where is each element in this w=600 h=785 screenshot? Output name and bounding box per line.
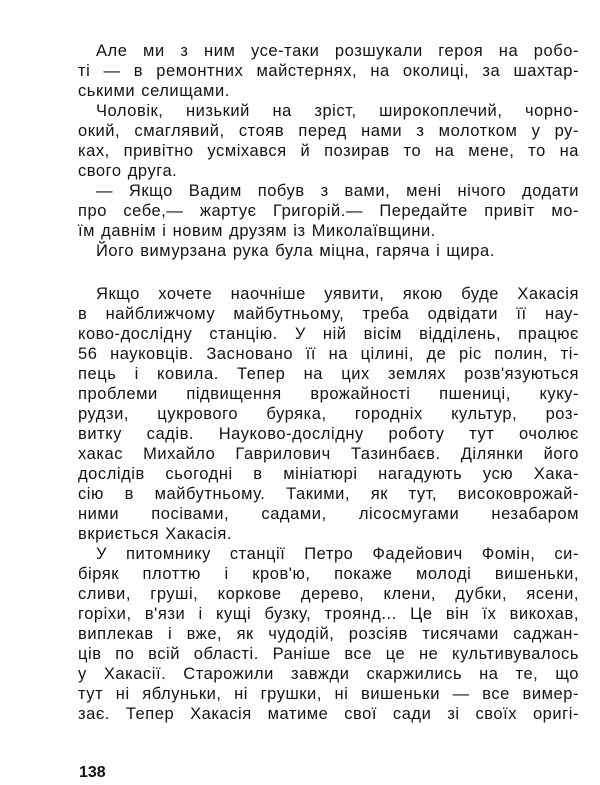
text-line: витку садів. Науково-дослідну роботу тут очолює (78, 425, 579, 443)
text-line: у Хакасії. Старожили завжди скаржились на те, що (78, 665, 579, 683)
text-line: Якщо хочете наочніше уявити, якою буде Хакасія (96, 285, 579, 303)
text-line: ті — в ремонтних майстернях, на околиці, за шахтар- (78, 62, 579, 80)
text-line: ними посівами, садами, лісосмугами незабаром (78, 505, 579, 523)
text-line: хакас Михайло Гаврилович Тазинбаєв. Ділянки його (78, 445, 579, 463)
paragraph (78, 101, 579, 181)
text-line: горіхи, в'язи і кущі бузку, троянд... Це він їх викохав, (78, 605, 579, 623)
text-line: — Якщо Вадим побув з вами, мені нічого додати (96, 182, 579, 200)
text-line: тут ні яблуньки, ні грушки, ні вишеньки — все вимер- (78, 685, 579, 703)
text-line: пець і ковила. Тепер на цих землях розв'язуються (78, 365, 579, 383)
text-line: рудзи, цукрового буряка, городніх культур, роз- (78, 405, 579, 423)
text-line: Чоловік, низький на зріст, широкоплечий, чорно- (96, 102, 579, 120)
text-line: ців по всій області. Раніше все це не культивувалось (78, 645, 579, 663)
paragraph (78, 241, 579, 261)
text-line: Його вимурзана рука була міцна, гаряча і щира. (96, 242, 495, 260)
paragraph (78, 284, 579, 544)
text-line: окий, смаглявий, стояв перед нами з молотком у ру- (78, 122, 579, 140)
text-line: в найближчому майбутньому, треба одвідати її нау- (78, 305, 579, 323)
text-line: виплекав і вже, як чудодій, розсіяв тисячами саджан- (78, 625, 579, 643)
book-page-text (78, 41, 579, 724)
paragraph (78, 544, 579, 724)
text-line: зає. Тепер Хакасія матиме свої сади зі своїх оригі- (78, 705, 579, 723)
text-line: сію в майбутньому. Такими, як тут, високоврожай- (78, 485, 579, 503)
text-line: У питомнику станції Петро Фадейович Фомін, си- (96, 545, 579, 563)
text-line: Але ми з ним усе-таки розшукали героя на робо- (96, 42, 579, 60)
text-line: про себе,— жартує Григорій.— Передайте привіт мо- (78, 202, 579, 220)
text-line: 56 науковців. Засновано її на цілині, де ріс полин, ті- (78, 345, 579, 363)
text-line: проблеми підвищення врожайності пшениці, куку- (78, 385, 579, 403)
text-line: їм давнім і новим друзям із Миколаївщини. (78, 222, 436, 240)
paragraph (78, 41, 579, 101)
paragraph (78, 181, 579, 241)
text-line: ково-дослідну станцію. У ній вісім відділень, працює (78, 325, 579, 343)
text-line: сливи, груші, коркове дерево, клени, дубки, ясени, (78, 585, 579, 603)
text-line: біряк плоттю і кров'ю, покаже молоді вишеньки, (78, 565, 579, 583)
text-line: дослідів сьогодні в мініатюрі нагадують усю Хака- (78, 465, 579, 483)
text-line: вкриється Хакасія. (78, 525, 232, 543)
text-line: свого друга. (78, 162, 178, 180)
text-line: ськими селищами. (78, 82, 230, 100)
page-number: 138 (79, 764, 106, 781)
text-line: ках, привітно усміхався й позирав то на мене, то на (78, 142, 579, 160)
